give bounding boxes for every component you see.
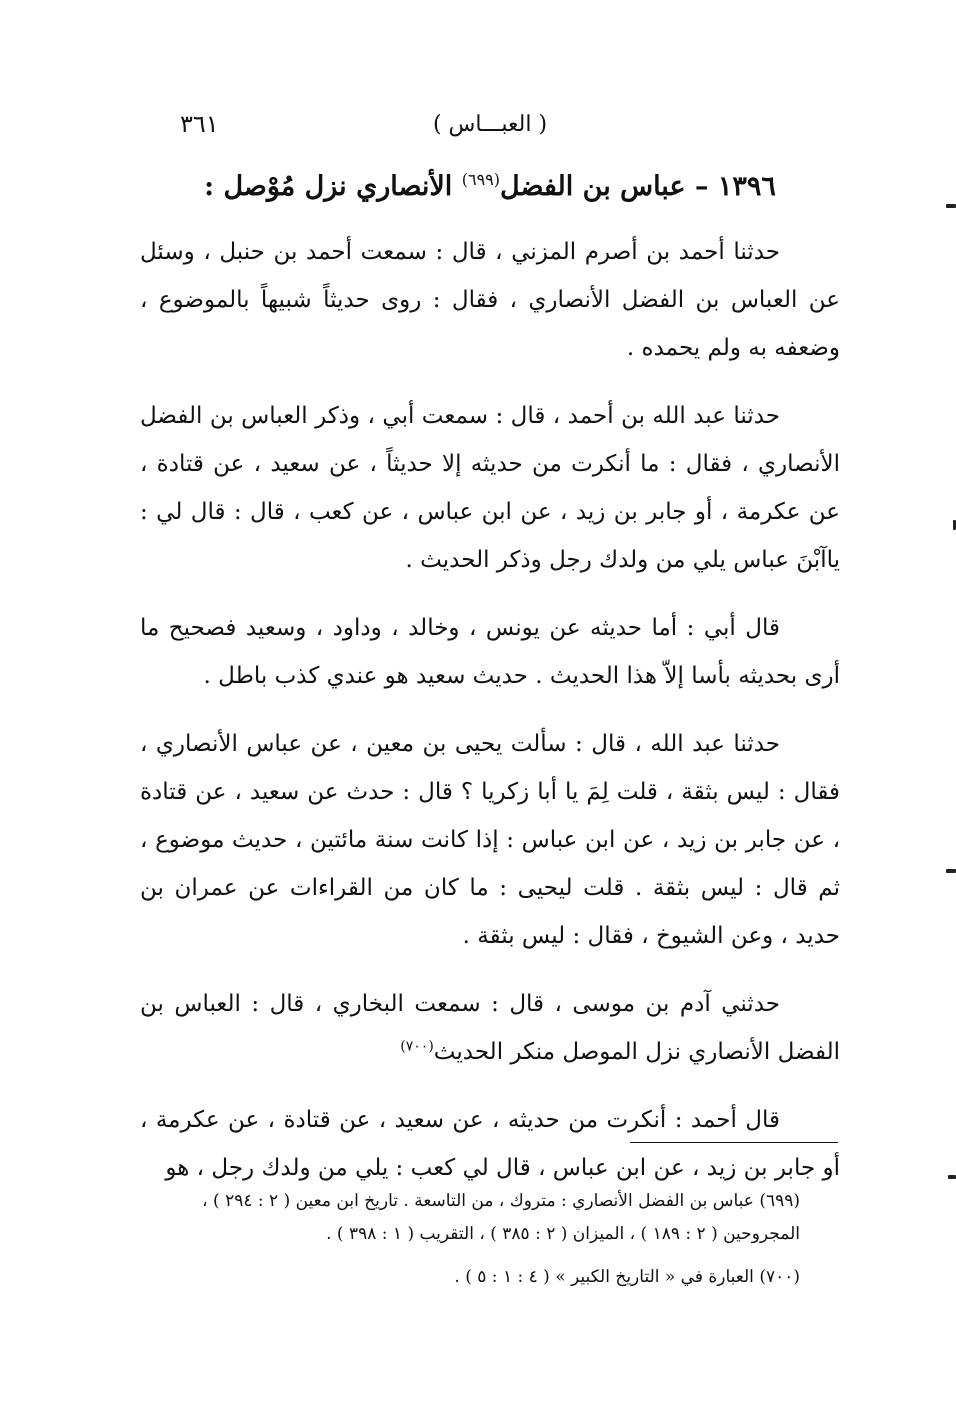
entry-dash: – <box>694 171 709 202</box>
paragraph-text: قال أحمد : أنكرت من حديثه ، عن سعيد ، عن قتادة ، عن عكرمة ، أو جابر بن زيد ، عن ابن عباس ، قال لي كعب : يلي من ولدك رجل ، هو <box>140 1107 840 1181</box>
paragraph-text: حدثنا عبد الله بن أحمد ، قال : سمعت أبي ، وذكر العباس بن الفضل الأنصاري ، فقال : ما أنكرت من حديثه إلا حديثاً ، عن سعيد ، عن قتادة ، عن عكرمة ، أو جابر بن زيد ، عن ابن عباس ، عن كعب ، قال : قال لي : ياآبْنَ عباس يلي من ولدك رجل وذكر الحديث . <box>140 403 840 573</box>
paragraph-3 <box>140 604 840 700</box>
paragraph-1 <box>140 228 840 372</box>
paragraph-text: قال أبي : أما حديثه عن يونس ، وخالد ، وداود ، وسعيد فصحيح ما أرى بحديثه بأسا إلاّ هذا الحديث . حديث سعيد هو عندي كذب باطل . <box>140 615 840 689</box>
paragraph-4 <box>140 720 840 960</box>
entry-heading <box>140 170 840 202</box>
page-number: ٣٦١ <box>180 110 219 138</box>
paragraph-6 <box>140 1096 840 1192</box>
paragraph-text: حدثنا عبد الله ، قال : سألت يحيى بن معين ، عن عباس الأنصاري ، فقال : ليس بثقة ، قلت لِمَ يا أبا زكريا ؟ قال : حدث عن سعيد ، عن قتادة ، عن جابر بن زيد ، عن ابن عباس : إذا كانت سنة مائتين ، حديث موضوع ، ثم قال : ليس بثقة . قلت ليحيى : ما كان من القراءات عن عمران بن حديد ، وعن الشيوخ ، فقال : ليس بثقة . <box>140 731 840 949</box>
paragraph-text: حدثني آدم بن موسى ، قال : سمعت البخاري ، قال : العباس بن الفضل الأنصاري نزل الموصل منكر الحديث <box>140 991 840 1065</box>
footnote-separator <box>630 1142 838 1143</box>
paragraph-2 <box>140 392 840 584</box>
scan-edge-mark <box>948 1175 956 1179</box>
entry-number: ١٣٩٦ <box>717 171 776 202</box>
scan-edge-mark <box>946 204 956 208</box>
body-text <box>140 228 840 1212</box>
footnote-ref: (٧٠٠) <box>400 1038 434 1055</box>
running-header <box>140 108 840 148</box>
running-title: ( العبـــاس ) <box>432 112 548 137</box>
paragraph-text: حدثنا أحمد بن أصرم المزني ، قال : سمعت أحمد بن حنبل ، وسئل عن العباس بن الفضل الأنصاري ، فقال : روى حديثاً شبيهاً بالموضوع ، وضعفه به ولم يحمده . <box>140 239 840 361</box>
footnote-699: (٦٩٩) عباس بن الفضل الأنصاري : متروك ، من التاسعة . تاريخ ابن معين ( ٢ : ٢٩٤ ) ، المجروحين ( ٢ : ١٨٩ ) ، الميزان ( ٢ : ٣٨٥ ) ، التقريب ( ١ : ٣٩٨ ) . <box>202 1191 800 1244</box>
footnotes <box>140 1185 840 1304</box>
entry-footnote-ref: (٦٩٩) <box>461 170 500 189</box>
paragraph-5 <box>140 980 840 1076</box>
entry-name: عباس بن الفضل <box>500 171 686 202</box>
footnote-700: (٧٠٠) العبارة في « التاريخ الكبير » ( ٤ : ١ : ٥ ) . <box>454 1267 800 1287</box>
scan-edge-mark <box>946 869 956 873</box>
entry-rest: الأنصاري نزل مُوْصل : <box>204 171 453 202</box>
